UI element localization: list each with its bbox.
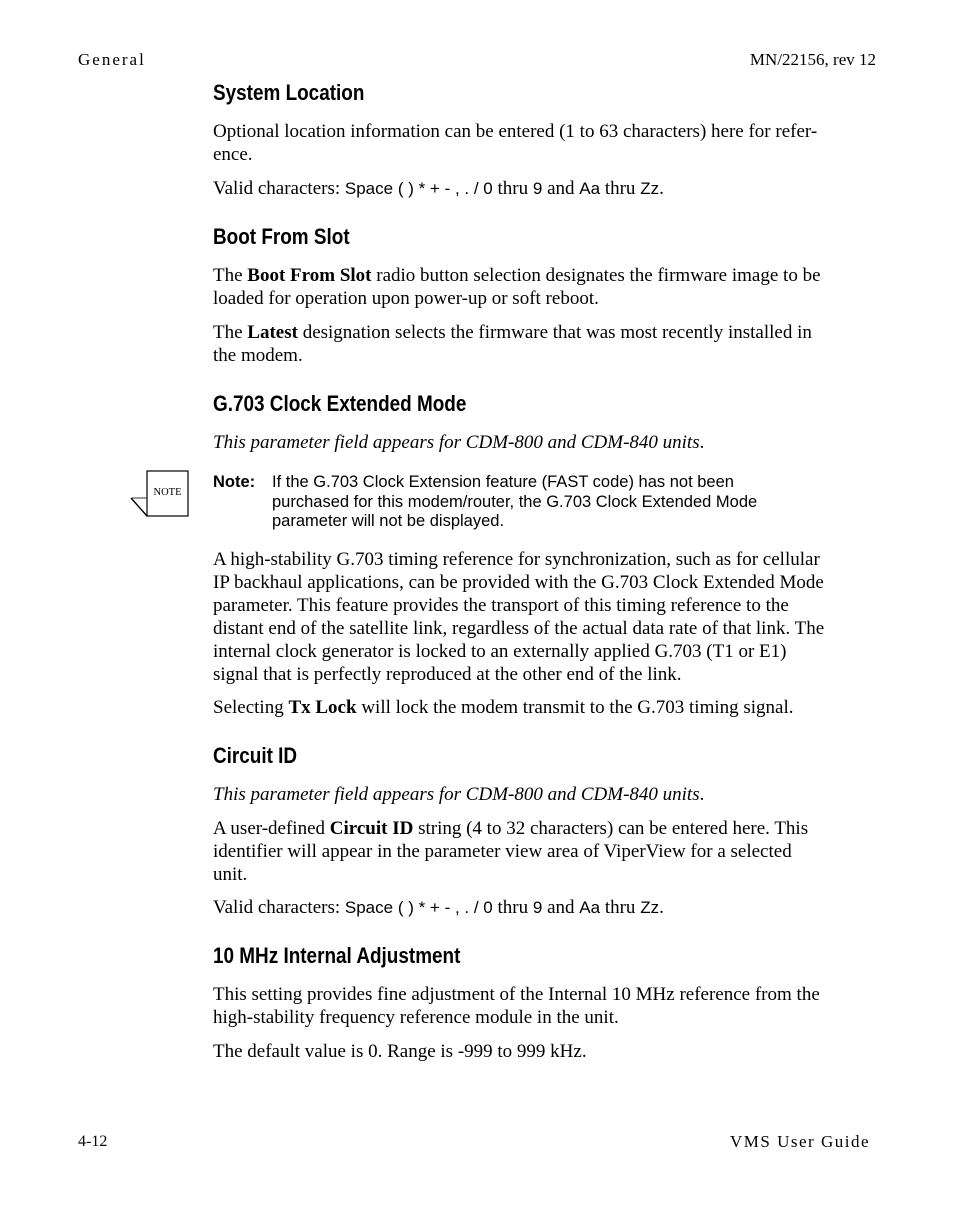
section-heading: 10 MHz Internal Adjustment [213, 943, 461, 968]
note-label: Note: [213, 473, 256, 491]
section-10mhz-internal-adjustment [213, 943, 875, 969]
boot-from-slot-paragraph-1: The Boot From Slot radio button selection designates the firmware image to be loaded for operation upon power-up or soft reboot. [213, 265, 821, 309]
system-location-description: Optional location information can be entered (1 to 63 characters) here for refer- ence. [213, 121, 818, 165]
section-g703-clock-extended-mode [213, 391, 875, 417]
note-icon-label: NOTE [153, 487, 182, 498]
g703-applicability-note: This parameter field appears for CDM-800 and CDM-840 units. [213, 432, 705, 453]
section-heading: Circuit ID [213, 743, 298, 768]
10mhz-description: This setting provides fine adjustment of the Internal 10 MHz reference from the high-stability frequency reference module in the unit. [213, 984, 820, 1028]
section-system-location [213, 80, 875, 106]
circuit-id-valid-characters: Valid characters: Space ( ) * + - , . / 0 thru 9 and Aa thru Zz. [213, 897, 664, 918]
g703-description: A high-stability G.703 timing reference for synchronization, such as for cellular IP backhaul applications, can be provided with the G.703 Clock Extended Mode parameter. This feature provides the transport of this timing reference to the distant end of the satellite link, regardless of the actual data rate of that link. The internal clock generator is locked to an externally applied G.703 (T1 or E1) signal that is perfectly reproduced at the other end of the link. [213, 549, 825, 685]
running-header-doc-number: MN/22156, rev 12 [749, 50, 876, 69]
note-icon [130, 470, 190, 518]
section-heading: G.703 Clock Extended Mode [213, 391, 467, 416]
section-circuit-id [213, 743, 875, 769]
running-footer-doc-title: VMS User Guide [730, 1132, 870, 1151]
note-text: If the G.703 Clock Extension feature (FAST code) has not been purchased for this modem/router, the G.703 Clock Extended Mode parameter will not be displayed. [272, 473, 758, 530]
section-heading: System Location [213, 80, 365, 105]
section-boot-from-slot [213, 224, 875, 250]
10mhz-range: The default value is 0. Range is -999 to 999 kHz. [213, 1041, 587, 1062]
running-header-section: General [78, 50, 146, 69]
g703-tx-lock-paragraph: Selecting Tx Lock will lock the modem transmit to the G.703 timing signal. [213, 697, 794, 718]
circuit-id-description: A user-defined Circuit ID string (4 to 32 characters) can be entered here. This identifier will appear in the parameter view area of ViperView for a selected unit. [213, 818, 809, 885]
system-location-valid-characters: Valid characters: Space ( ) * + - , . / 0 thru 9 and Aa thru Zz. [213, 178, 664, 199]
circuit-id-applicability-note: This parameter field appears for CDM-800 and CDM-840 units. [213, 784, 705, 805]
boot-from-slot-paragraph-2: The Latest designation selects the firmware that was most recently installed in the modem. [213, 322, 812, 366]
page-number: 4-12 [78, 1133, 108, 1150]
section-heading: Boot From Slot [213, 224, 350, 249]
